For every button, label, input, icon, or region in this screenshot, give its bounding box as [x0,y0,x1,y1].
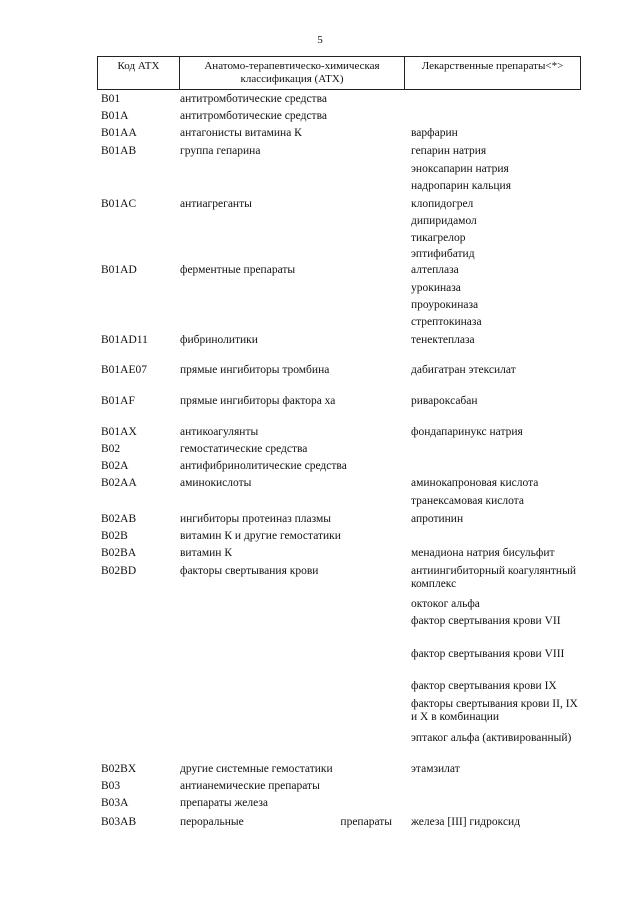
drug-name: эптифибатид [411,248,475,260]
drug-name: надропарин кальция [411,180,512,192]
atc-classification: прямые ингибиторы тромбина [180,364,330,376]
atc-code: B02BA [101,547,137,559]
drug-name: факторы свертывания крови II, IX и X в комбинации [411,698,578,723]
drug-name: дабигатран этексилат [411,364,516,376]
atc-code: B03A [101,797,129,809]
drug-name: транексамовая кислота [411,495,524,507]
atc-classification: фибринолитики [180,334,258,346]
atc-code: B01 [101,93,121,105]
atc-classification: аминокислоты [180,477,252,489]
drug-name: урокиназа [411,282,461,294]
drug-name: алтеплаза [411,264,459,276]
atc-code: B01AD [101,264,137,276]
atc-code: B01AF [101,395,135,407]
atc-classification: ферментные препараты [180,264,296,276]
drug-name: фондапаринукс натрия [411,426,523,438]
atc-classification: антиагреганты [180,198,252,210]
drug-name: тикагрелор [411,232,466,244]
drug-name: этамзилат [411,763,460,775]
drug-name: ривароксабан [411,395,478,407]
atc-classification: прямые ингибиторы фактора ха [180,395,336,407]
page-number: 5 [317,34,323,46]
atc-classification: группа гепарина [180,145,261,157]
header-classification: Анатомо-терапевтическо-химическая классификация (АТХ) [180,57,405,89]
atc-classification: витамин К [180,547,232,559]
atc-classification: ингибиторы протеиназ плазмы [180,513,332,525]
drug-name: фактор свертывания крови IX [411,680,557,692]
atc-classification: антитромботические средства [180,110,327,122]
atc-classification: другие системные гемостатики [180,763,333,775]
atc-classification: антитромботические средства [180,93,327,105]
atc-code: B01AD11 [101,334,148,346]
drug-name: аминокапроновая кислота [411,477,539,489]
atc-classification: гемостатические средства [180,443,308,455]
drug-name: фактор свертывания крови VII [411,615,561,627]
atc-code: B02B [101,530,128,542]
atc-classification: витамин К и другие гемостатики [180,530,341,542]
drug-name: клопидогрел [411,198,474,210]
atc-code: B03 [101,780,121,792]
atc-classification: пероральные препараты [180,816,392,828]
drug-name: дипиридамол [411,215,477,227]
drug-name: гепарин натрия [411,145,487,157]
table-header [97,56,581,90]
atc-code: B03AB [101,816,137,828]
atc-classification: антифибринолитические средства [180,460,347,472]
drug-name: стрептокиназа [411,316,482,328]
atc-classification: препараты железа [180,797,268,809]
drug-name: октоког альфа [411,598,480,610]
header-code: Код АТХ [98,57,180,89]
atc-code: B01AA [101,127,137,139]
drug-name: фактор свертывания крови VIII [411,648,565,660]
atc-code: B01AB [101,145,137,157]
atc-code: B02AB [101,513,137,525]
drug-name: эноксапарин натрия [411,163,509,175]
atc-classification: антагонисты витамина К [180,127,302,139]
header-drugs: Лекарственные препараты<*> [421,60,564,72]
atc-classification: антианемические препараты [180,780,320,792]
drug-name: менадиона натрия бисульфит [411,547,555,559]
atc-code: B02A [101,460,129,472]
atc-code: B02AA [101,477,137,489]
atc-code: B01AC [101,198,137,210]
atc-code: B01AX [101,426,137,438]
drug-name: проурокиназа [411,299,479,311]
atc-code: B01AE07 [101,364,147,376]
atc-classification: факторы свертывания крови [180,565,319,577]
atc-code: B02 [101,443,121,455]
drug-name: варфарин [411,127,458,139]
atc-code: B01A [101,110,129,122]
atc-classification: антикоагулянты [180,426,259,438]
drug-name: апротинин [411,513,464,525]
drug-name: железа [III] гидроксид [411,816,521,828]
drug-name: антиингибиторный коагулянтный комплекс [411,565,576,590]
drug-name: тенектеплаза [411,334,475,346]
atc-code: B02BD [101,565,137,577]
atc-code: B02BX [101,763,137,775]
drug-name: эптаког альфа (активированный) [411,732,572,744]
